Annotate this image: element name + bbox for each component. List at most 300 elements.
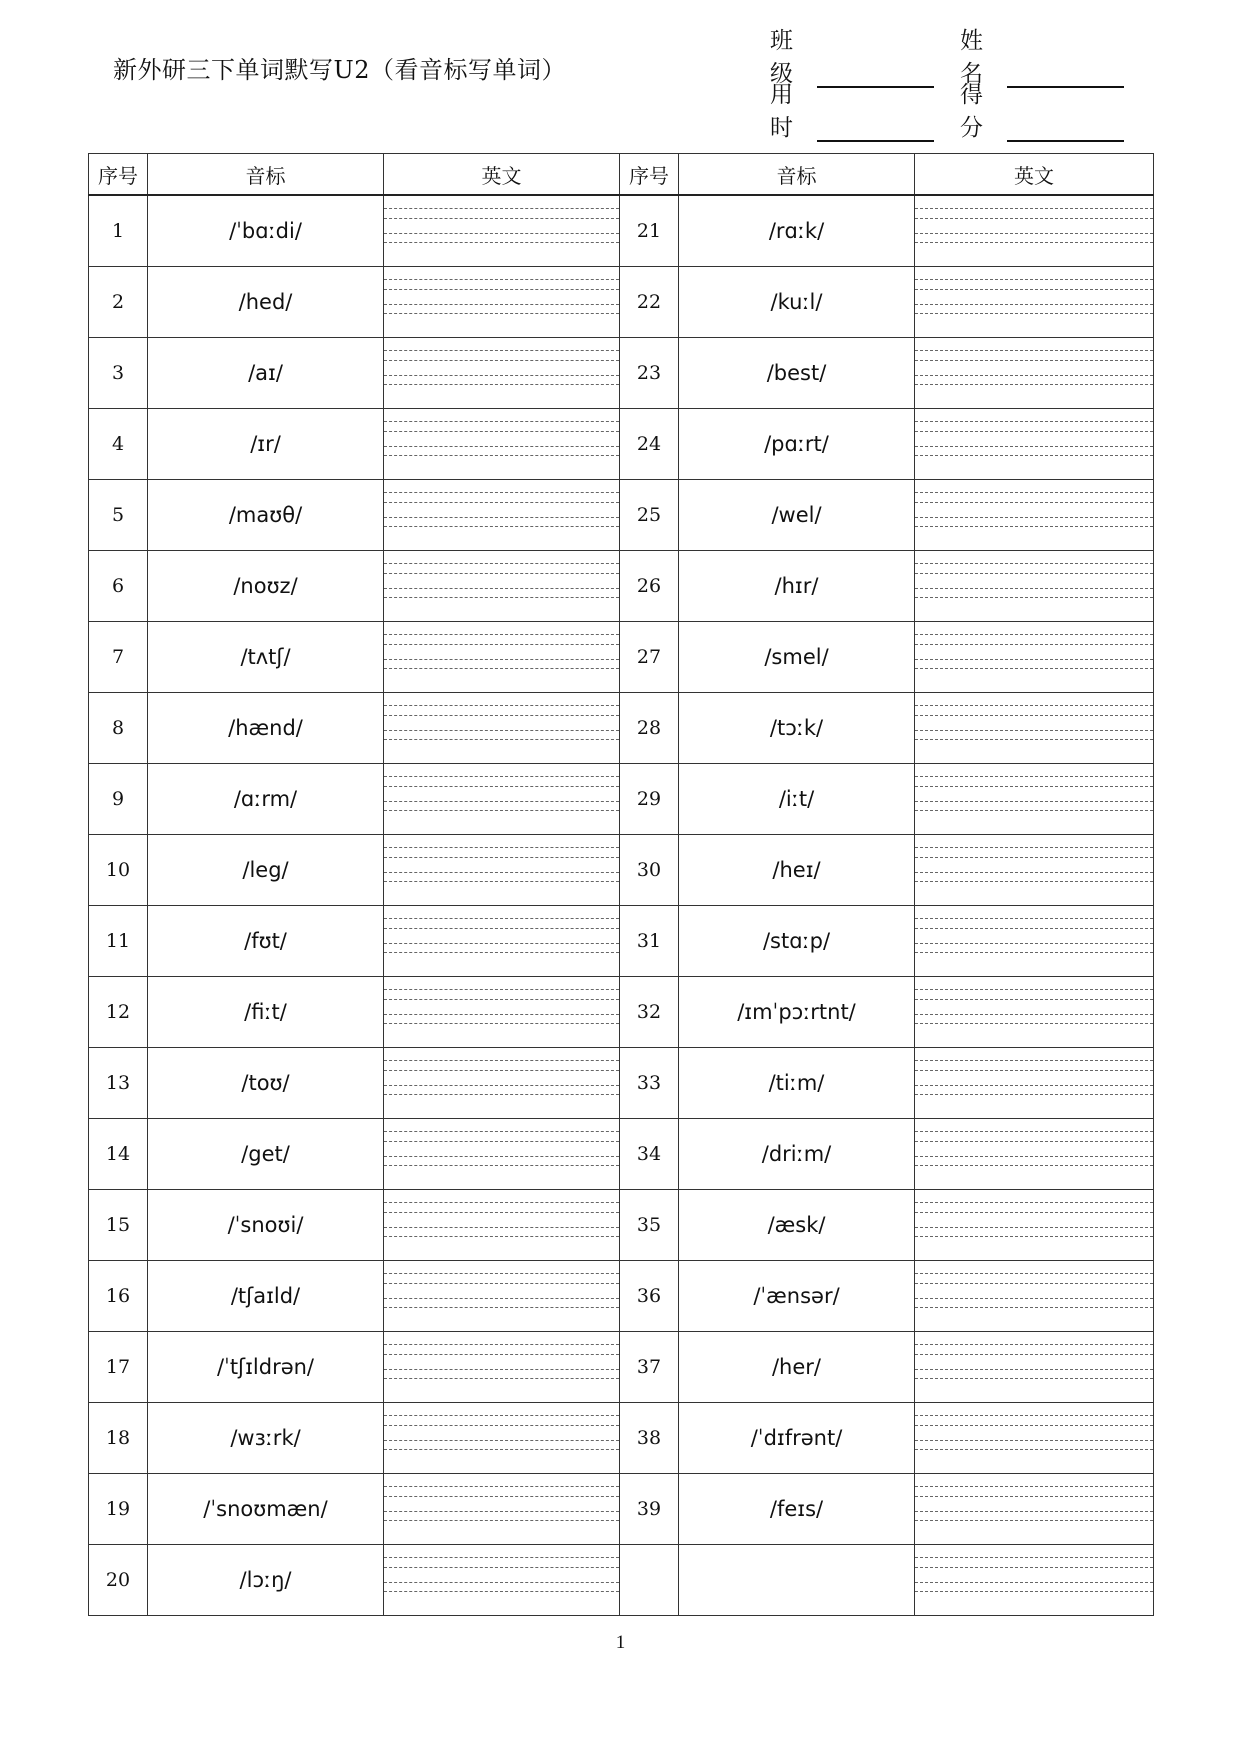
item-number: 28 — [620, 693, 679, 764]
writing-guide-line — [915, 634, 1153, 635]
phonetic-transcription: /ɪmˈpɔːrtnt/ — [679, 977, 915, 1048]
writing-guide-line — [915, 659, 1153, 660]
writing-guide-line — [915, 1141, 1153, 1142]
writing-guide-line — [915, 1354, 1153, 1355]
writing-guide-line — [915, 597, 1153, 598]
answer-blank[interactable] — [915, 267, 1154, 338]
writing-guide-line — [384, 810, 619, 811]
writing-guide-line — [915, 1557, 1153, 1558]
score-field[interactable] — [960, 76, 1124, 142]
answer-blank[interactable] — [384, 835, 620, 906]
item-number: 31 — [620, 906, 679, 977]
writing-guide-line — [384, 384, 619, 385]
writing-guide-line — [915, 1511, 1153, 1512]
writing-guide-line — [384, 1273, 619, 1274]
table-row — [89, 764, 1154, 835]
writing-guide-line — [384, 1582, 619, 1583]
answer-blank[interactable] — [915, 551, 1154, 622]
writing-guide-line — [915, 872, 1153, 873]
item-number: 30 — [620, 835, 679, 906]
writing-guide-line — [384, 801, 619, 802]
writing-guide-line — [915, 502, 1153, 503]
writing-guide-line — [384, 1567, 619, 1568]
writing-guide-line — [915, 1307, 1153, 1308]
phonetic-transcription: /driːm/ — [679, 1119, 915, 1190]
writing-guide-line — [915, 242, 1153, 243]
writing-guide-line — [915, 1070, 1153, 1071]
answer-blank[interactable] — [915, 622, 1154, 693]
writing-guide-line — [384, 563, 619, 564]
answer-blank[interactable] — [915, 480, 1154, 551]
table-row — [89, 1119, 1154, 1190]
answer-blank[interactable] — [384, 622, 620, 693]
writing-guide-line — [384, 739, 619, 740]
item-number: 10 — [89, 835, 148, 906]
writing-guide-line — [384, 715, 619, 716]
writing-guide-line — [915, 881, 1153, 882]
writing-guide-line — [915, 1236, 1153, 1237]
writing-guide-line — [915, 446, 1153, 447]
writing-guide-line — [915, 588, 1153, 589]
item-number: 16 — [89, 1261, 148, 1332]
writing-guide-line — [384, 1165, 619, 1166]
writing-guide-line — [915, 999, 1153, 1000]
item-number: 26 — [620, 551, 679, 622]
writing-guide-line — [915, 350, 1153, 351]
page-number: 1 — [615, 1632, 626, 1653]
item-number: 4 — [89, 409, 148, 480]
table-row — [89, 409, 1154, 480]
item-number: 33 — [620, 1048, 679, 1119]
writing-guide-line — [915, 313, 1153, 314]
answer-blank[interactable] — [915, 1474, 1154, 1545]
item-number: 5 — [89, 480, 148, 551]
writing-guide-line — [915, 1415, 1153, 1416]
writing-guide-line — [915, 1378, 1153, 1379]
writing-guide-line — [915, 1094, 1153, 1095]
writing-guide-line — [384, 989, 619, 990]
answer-blank[interactable] — [915, 1332, 1154, 1403]
writing-guide-line — [915, 715, 1153, 716]
writing-guide-line — [384, 1094, 619, 1095]
header-number: 序号 — [89, 154, 148, 196]
writing-guide-line — [384, 659, 619, 660]
item-number: 17 — [89, 1332, 148, 1403]
answer-blank[interactable] — [384, 409, 620, 480]
writing-guide-line — [384, 431, 619, 432]
writing-guide-line — [915, 563, 1153, 564]
answer-blank[interactable] — [915, 1403, 1154, 1474]
table-row — [89, 195, 1154, 267]
time-field[interactable] — [770, 76, 934, 142]
writing-guide-line — [915, 705, 1153, 706]
writing-guide-line — [384, 304, 619, 305]
phonetic-transcription: /her/ — [679, 1332, 915, 1403]
answer-blank[interactable] — [384, 267, 620, 338]
writing-guide-line — [384, 517, 619, 518]
writing-guide-line — [915, 810, 1153, 811]
writing-guide-line — [915, 1227, 1153, 1228]
writing-guide-line — [384, 881, 619, 882]
writing-guide-line — [915, 1060, 1153, 1061]
writing-guide-line — [384, 492, 619, 493]
writing-guide-line — [384, 279, 619, 280]
header-english: 英文 — [384, 154, 620, 196]
phonetic-transcription: /ˈdɪfrənt/ — [679, 1403, 915, 1474]
writing-guide-line — [384, 705, 619, 706]
writing-guide-line — [915, 517, 1153, 518]
writing-guide-line — [915, 289, 1153, 290]
phonetic-transcription: /rɑːk/ — [679, 195, 915, 267]
writing-guide-line — [915, 573, 1153, 574]
answer-blank[interactable] — [384, 693, 620, 764]
writing-guide-line — [384, 786, 619, 787]
writing-guide-line — [915, 360, 1153, 361]
table-row — [89, 977, 1154, 1048]
item-number: 3 — [89, 338, 148, 409]
item-number: 1 — [89, 195, 148, 267]
answer-blank[interactable] — [384, 1190, 620, 1261]
header-phonetic: 音标 — [679, 154, 915, 196]
phonetic-transcription: /tɔːk/ — [679, 693, 915, 764]
answer-blank[interactable] — [384, 338, 620, 409]
writing-guide-line — [384, 1354, 619, 1355]
phonetic-transcription: /get/ — [148, 1119, 384, 1190]
writing-guide-line — [384, 1212, 619, 1213]
header-number: 序号 — [620, 154, 679, 196]
writing-guide-line — [384, 208, 619, 209]
writing-guide-line — [915, 786, 1153, 787]
writing-guide-line — [915, 847, 1153, 848]
table-row — [89, 1190, 1154, 1261]
phonetic-transcription: /heɪ/ — [679, 835, 915, 906]
writing-guide-line — [915, 1440, 1153, 1441]
writing-guide-line — [384, 375, 619, 376]
writing-guide-line — [915, 1582, 1153, 1583]
writing-guide-line — [915, 431, 1153, 432]
writing-guide-line — [384, 999, 619, 1000]
item-number: 7 — [89, 622, 148, 693]
phonetic-transcription: /best/ — [679, 338, 915, 409]
item-number: 37 — [620, 1332, 679, 1403]
phonetic-transcription: /hɪr/ — [679, 551, 915, 622]
table-row — [89, 1048, 1154, 1119]
phonetic-transcription: /kuːl/ — [679, 267, 915, 338]
writing-guide-line — [915, 1298, 1153, 1299]
writing-guide-line — [915, 1085, 1153, 1086]
score-label: 得分 — [960, 82, 983, 141]
answer-blank[interactable] — [915, 338, 1154, 409]
item-number: 15 — [89, 1190, 148, 1261]
answer-blank[interactable] — [384, 1261, 620, 1332]
answer-blank[interactable] — [384, 551, 620, 622]
answer-blank[interactable] — [915, 195, 1154, 267]
writing-guide-line — [915, 644, 1153, 645]
writing-guide-line — [915, 1369, 1153, 1370]
writing-guide-line — [915, 801, 1153, 802]
table-row — [89, 1545, 1154, 1616]
phonetic-transcription: /fʊt/ — [148, 906, 384, 977]
writing-guide-line — [915, 1014, 1153, 1015]
writing-guide-line — [915, 1449, 1153, 1450]
writing-guide-line — [384, 847, 619, 848]
answer-blank[interactable] — [915, 906, 1154, 977]
phonetic-transcription: /tiːm/ — [679, 1048, 915, 1119]
writing-guide-line — [915, 279, 1153, 280]
phonetic-transcription: /pɑːrt/ — [679, 409, 915, 480]
phonetic-transcription: /fiːt/ — [148, 977, 384, 1048]
writing-guide-line — [384, 1378, 619, 1379]
writing-guide-line — [915, 1567, 1153, 1568]
item-number: 38 — [620, 1403, 679, 1474]
answer-blank[interactable] — [384, 1474, 620, 1545]
phonetic-transcription: /ˈtʃɪldrən/ — [148, 1332, 384, 1403]
writing-guide-line — [384, 1425, 619, 1426]
phonetic-transcription: /iːt/ — [679, 764, 915, 835]
writing-guide-line — [915, 1156, 1153, 1157]
writing-guide-line — [384, 872, 619, 873]
answer-blank[interactable] — [915, 1048, 1154, 1119]
writing-guide-line — [384, 1227, 619, 1228]
writing-guide-line — [384, 1202, 619, 1203]
writing-guide-line — [915, 952, 1153, 953]
item-number: 12 — [89, 977, 148, 1048]
writing-guide-line — [915, 1591, 1153, 1592]
student-info — [770, 28, 1150, 141]
answer-blank[interactable] — [384, 1048, 620, 1119]
table-row — [89, 835, 1154, 906]
writing-guide-line — [384, 502, 619, 503]
table-row — [89, 906, 1154, 977]
writing-guide-line — [384, 1131, 619, 1132]
writing-guide-line — [384, 1440, 619, 1441]
answer-blank[interactable] — [384, 195, 620, 267]
name-label: 姓名 — [960, 28, 983, 87]
writing-guide-line — [915, 989, 1153, 990]
phonetic-transcription: /tʌtʃ/ — [148, 622, 384, 693]
writing-guide-line — [915, 1283, 1153, 1284]
item-number: 23 — [620, 338, 679, 409]
writing-guide-line — [384, 573, 619, 574]
writing-guide-line — [915, 730, 1153, 731]
writing-guide-line — [384, 1298, 619, 1299]
writing-guide-line — [384, 730, 619, 731]
table-row — [89, 551, 1154, 622]
writing-guide-line — [384, 350, 619, 351]
phonetic-transcription: /wɜːrk/ — [148, 1403, 384, 1474]
writing-guide-line — [915, 1131, 1153, 1132]
answer-blank[interactable] — [384, 1332, 620, 1403]
phonetic-transcription: /feɪs/ — [679, 1474, 915, 1545]
writing-guide-line — [384, 1520, 619, 1521]
table-row — [89, 338, 1154, 409]
writing-guide-line — [915, 918, 1153, 919]
item-number: 24 — [620, 409, 679, 480]
writing-guide-line — [384, 1415, 619, 1416]
writing-guide-line — [915, 857, 1153, 858]
phonetic-transcription: /leg/ — [148, 835, 384, 906]
writing-guide-line — [384, 313, 619, 314]
writing-guide-line — [915, 1496, 1153, 1497]
answer-blank[interactable] — [915, 1119, 1154, 1190]
item-number: 2 — [89, 267, 148, 338]
item-number: 11 — [89, 906, 148, 977]
answer-blank[interactable] — [384, 906, 620, 977]
writing-guide-line — [384, 1496, 619, 1497]
time-blank[interactable] — [817, 116, 934, 142]
item-number: 29 — [620, 764, 679, 835]
answer-blank[interactable] — [384, 1119, 620, 1190]
writing-guide-line — [915, 1165, 1153, 1166]
class-label: 班级 — [770, 28, 793, 87]
writing-guide-line — [384, 928, 619, 929]
table-row — [89, 480, 1154, 551]
writing-guide-line — [915, 1520, 1153, 1521]
answer-blank[interactable] — [915, 409, 1154, 480]
writing-guide-line — [384, 218, 619, 219]
writing-guide-line — [384, 1344, 619, 1345]
phonetic-transcription: /ˈbɑːdi/ — [148, 195, 384, 267]
phonetic-transcription: /toʊ/ — [148, 1048, 384, 1119]
answer-blank[interactable] — [915, 1261, 1154, 1332]
header-english: 英文 — [915, 154, 1154, 196]
item-number: 6 — [89, 551, 148, 622]
item-number: 27 — [620, 622, 679, 693]
writing-guide-line — [915, 1212, 1153, 1213]
writing-guide-line — [384, 1369, 619, 1370]
phonetic-transcription — [679, 1545, 915, 1616]
answer-blank[interactable] — [384, 1545, 620, 1616]
writing-guide-line — [384, 1156, 619, 1157]
item-number: 34 — [620, 1119, 679, 1190]
writing-guide-line — [915, 1023, 1153, 1024]
writing-guide-line — [384, 1557, 619, 1558]
phonetic-transcription: /ˈænsər/ — [679, 1261, 915, 1332]
header-phonetic: 音标 — [148, 154, 384, 196]
answer-blank[interactable] — [915, 764, 1154, 835]
writing-guide-line — [915, 1486, 1153, 1487]
answer-blank[interactable] — [384, 977, 620, 1048]
writing-guide-line — [384, 1014, 619, 1015]
phonetic-transcription: /hed/ — [148, 267, 384, 338]
item-number: 22 — [620, 267, 679, 338]
writing-guide-line — [384, 526, 619, 527]
table-row — [89, 1332, 1154, 1403]
writing-guide-line — [915, 928, 1153, 929]
phonetic-transcription: /ˈsnoʊi/ — [148, 1190, 384, 1261]
table-row — [89, 1261, 1154, 1332]
answer-blank[interactable] — [384, 764, 620, 835]
phonetic-transcription: /stɑːp/ — [679, 906, 915, 977]
phonetic-transcription: /tʃaɪld/ — [148, 1261, 384, 1332]
item-number: 25 — [620, 480, 679, 551]
answer-blank[interactable] — [915, 1545, 1154, 1616]
answer-blank[interactable] — [915, 1190, 1154, 1261]
answer-blank[interactable] — [384, 480, 620, 551]
writing-guide-line — [384, 776, 619, 777]
item-number: 21 — [620, 195, 679, 267]
table-row — [89, 693, 1154, 764]
score-blank[interactable] — [1007, 116, 1124, 142]
writing-guide-line — [915, 668, 1153, 669]
writing-guide-line — [384, 918, 619, 919]
writing-guide-line — [384, 455, 619, 456]
writing-guide-line — [915, 384, 1153, 385]
phonetic-transcription: /ˈsnoʊmæn/ — [148, 1474, 384, 1545]
table-row — [89, 267, 1154, 338]
phonetic-transcription: /ɪr/ — [148, 409, 384, 480]
writing-guide-line — [384, 634, 619, 635]
item-number: 35 — [620, 1190, 679, 1261]
writing-guide-line — [915, 739, 1153, 740]
writing-guide-line — [915, 1202, 1153, 1203]
dictation-table — [88, 153, 1154, 1616]
writing-guide-line — [915, 526, 1153, 527]
writing-guide-line — [384, 446, 619, 447]
item-number: 20 — [89, 1545, 148, 1616]
writing-guide-line — [384, 588, 619, 589]
answer-blank[interactable] — [915, 835, 1154, 906]
writing-guide-line — [915, 1425, 1153, 1426]
time-label: 用时 — [770, 82, 793, 141]
phonetic-transcription: /hænd/ — [148, 693, 384, 764]
writing-guide-line — [915, 233, 1153, 234]
answer-blank[interactable] — [915, 693, 1154, 764]
phonetic-transcription: /noʊz/ — [148, 551, 384, 622]
answer-blank[interactable] — [915, 977, 1154, 1048]
writing-guide-line — [915, 1273, 1153, 1274]
writing-guide-line — [915, 375, 1153, 376]
writing-guide-line — [384, 1070, 619, 1071]
writing-guide-line — [384, 857, 619, 858]
writing-guide-line — [384, 1307, 619, 1308]
writing-guide-line — [384, 233, 619, 234]
writing-guide-line — [384, 1023, 619, 1024]
answer-blank[interactable] — [384, 1403, 620, 1474]
item-number: 32 — [620, 977, 679, 1048]
writing-guide-line — [915, 943, 1153, 944]
writing-guide-line — [915, 776, 1153, 777]
phonetic-transcription: /wel/ — [679, 480, 915, 551]
writing-guide-line — [915, 1344, 1153, 1345]
writing-guide-line — [915, 455, 1153, 456]
writing-guide-line — [384, 1511, 619, 1512]
writing-guide-line — [384, 597, 619, 598]
writing-guide-line — [915, 218, 1153, 219]
writing-guide-line — [384, 1141, 619, 1142]
writing-guide-line — [384, 421, 619, 422]
table-header — [89, 154, 1154, 196]
phonetic-transcription: /maʊθ/ — [148, 480, 384, 551]
phonetic-transcription: /ɑːrm/ — [148, 764, 384, 835]
writing-guide-line — [915, 304, 1153, 305]
item-number: 13 — [89, 1048, 148, 1119]
writing-guide-line — [384, 1591, 619, 1592]
writing-guide-line — [915, 492, 1153, 493]
writing-guide-line — [384, 360, 619, 361]
writing-guide-line — [384, 289, 619, 290]
item-number: 19 — [89, 1474, 148, 1545]
table-row — [89, 1403, 1154, 1474]
item-number: 39 — [620, 1474, 679, 1545]
writing-guide-line — [384, 668, 619, 669]
item-number: 18 — [89, 1403, 148, 1474]
writing-guide-line — [915, 208, 1153, 209]
writing-guide-line — [384, 1085, 619, 1086]
writing-guide-line — [384, 1236, 619, 1237]
writing-guide-line — [384, 242, 619, 243]
writing-guide-line — [384, 943, 619, 944]
